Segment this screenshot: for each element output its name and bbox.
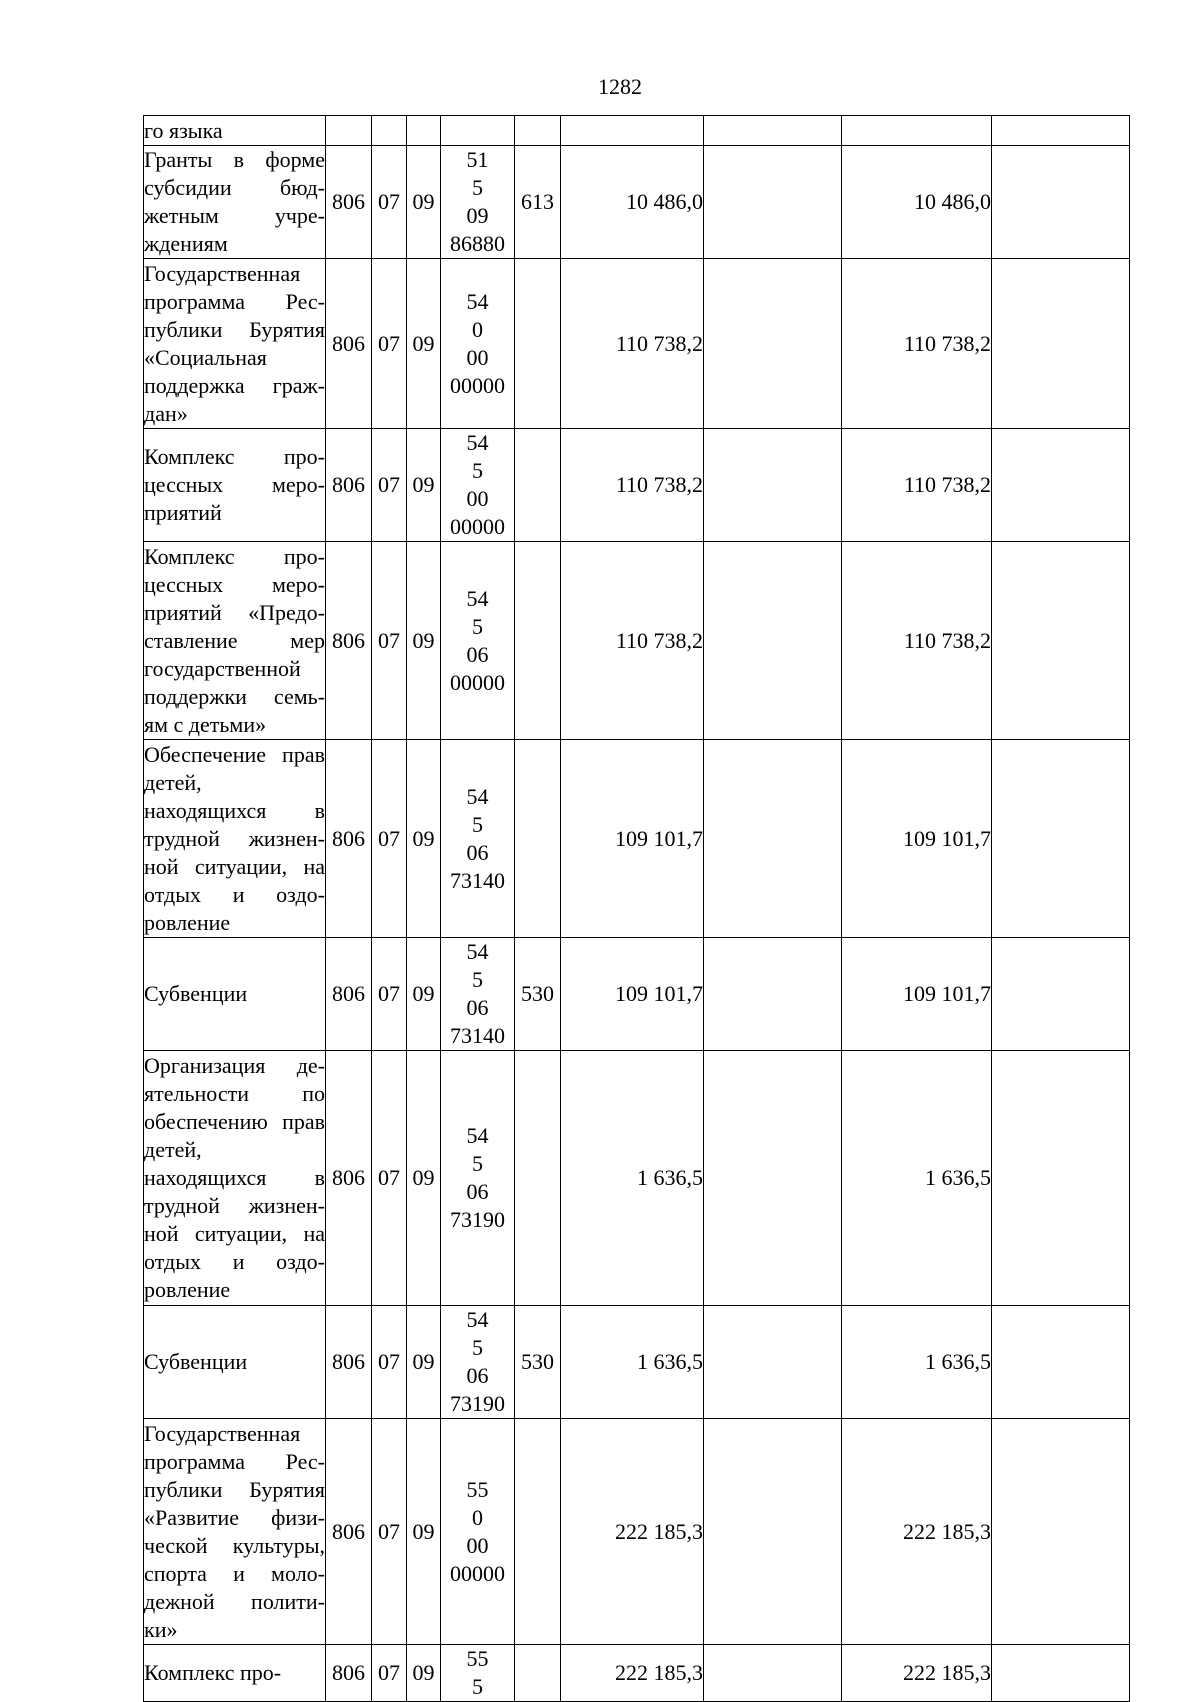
ministry-code-cell: 806 bbox=[326, 740, 372, 938]
subsection-code-cell: 09 bbox=[407, 740, 441, 938]
page-number: 1282 bbox=[598, 74, 642, 99]
subsection-code-cell: 09 bbox=[407, 259, 441, 429]
table-row bbox=[144, 259, 1130, 429]
table-row bbox=[144, 740, 1130, 938]
ministry-code-cell bbox=[326, 116, 372, 146]
expense-kind-cell bbox=[515, 740, 561, 938]
target-article-cell: 54 5 06 73140 bbox=[441, 740, 515, 938]
section-code-cell: 07 bbox=[372, 259, 407, 429]
amount-cell-3 bbox=[842, 116, 992, 146]
subsection-code-cell: 09 bbox=[407, 429, 441, 542]
expense-kind-cell bbox=[515, 1051, 561, 1306]
ministry-code-cell: 806 bbox=[326, 1645, 372, 1702]
subsection-code-cell bbox=[407, 116, 441, 146]
amount-cell-3: 110 738,2 bbox=[842, 542, 992, 740]
expense-kind-cell bbox=[515, 1645, 561, 1702]
amount-cell-4 bbox=[992, 116, 1130, 146]
expense-kind-cell bbox=[515, 116, 561, 146]
subsection-code-cell: 09 bbox=[407, 542, 441, 740]
ministry-code-cell: 806 bbox=[326, 938, 372, 1051]
amount-cell-2 bbox=[704, 1051, 842, 1306]
target-article-cell: 54 5 06 00000 bbox=[441, 542, 515, 740]
amount-cell-4 bbox=[992, 146, 1130, 259]
expense-kind-cell bbox=[515, 542, 561, 740]
target-article-cell: 54 5 06 73140 bbox=[441, 938, 515, 1051]
amount-cell-2 bbox=[704, 740, 842, 938]
amount-cell-4 bbox=[992, 1306, 1130, 1419]
table-row bbox=[144, 1306, 1130, 1419]
row-name-cell: Комплекс про-цессных меро-приятий «Предо-ставление мер государственной поддержки семь-ям с детьми» bbox=[144, 542, 326, 740]
row-name-cell: Организация де-ятельности по обеспечению прав детей, находящихся в трудной жизнен-ной ситуации, на отдых и оздо-ровление bbox=[144, 1051, 326, 1306]
budget-table bbox=[143, 115, 1130, 1702]
expense-kind-cell bbox=[515, 429, 561, 542]
subsection-code-cell: 09 bbox=[407, 1419, 441, 1645]
table-row bbox=[144, 1419, 1130, 1645]
amount-cell-2 bbox=[704, 429, 842, 542]
target-article-cell: 51 5 09 86880 bbox=[441, 146, 515, 259]
ministry-code-cell: 806 bbox=[326, 146, 372, 259]
amount-cell-3: 222 185,3 bbox=[842, 1419, 992, 1645]
target-article-cell: 55 5 bbox=[441, 1645, 515, 1702]
table-row bbox=[144, 1051, 1130, 1306]
section-code-cell: 07 bbox=[372, 1051, 407, 1306]
expense-kind-cell: 530 bbox=[515, 938, 561, 1051]
amount-cell-2 bbox=[704, 938, 842, 1051]
amount-cell-1: 109 101,7 bbox=[561, 740, 704, 938]
table-row bbox=[144, 1645, 1130, 1702]
amount-cell-2 bbox=[704, 1419, 842, 1645]
amount-cell-1: 110 738,2 bbox=[561, 429, 704, 542]
subsection-code-cell: 09 bbox=[407, 1645, 441, 1702]
table-row bbox=[144, 429, 1130, 542]
table-row bbox=[144, 146, 1130, 259]
amount-cell-3: 110 738,2 bbox=[842, 259, 992, 429]
target-article-cell: 55 0 00 00000 bbox=[441, 1419, 515, 1645]
amount-cell-3: 109 101,7 bbox=[842, 740, 992, 938]
section-code-cell: 07 bbox=[372, 542, 407, 740]
ministry-code-cell: 806 bbox=[326, 542, 372, 740]
amount-cell-1: 110 738,2 bbox=[561, 259, 704, 429]
row-name-cell: Субвенции bbox=[144, 1306, 326, 1419]
amount-cell-1: 222 185,3 bbox=[561, 1645, 704, 1702]
ministry-code-cell: 806 bbox=[326, 1306, 372, 1419]
subsection-code-cell: 09 bbox=[407, 146, 441, 259]
amount-cell-1 bbox=[561, 116, 704, 146]
target-article-cell: 54 5 00 00000 bbox=[441, 429, 515, 542]
amount-cell-2 bbox=[704, 1306, 842, 1419]
target-article-cell bbox=[441, 116, 515, 146]
amount-cell-1: 10 486,0 bbox=[561, 146, 704, 259]
subsection-code-cell: 09 bbox=[407, 1306, 441, 1419]
row-name-cell: Обеспечение прав детей, находящихся в трудной жизнен-ной ситуации, на отдых и оздо-ровление bbox=[144, 740, 326, 938]
amount-cell-4 bbox=[992, 1645, 1130, 1702]
ministry-code-cell: 806 bbox=[326, 259, 372, 429]
ministry-code-cell: 806 bbox=[326, 1051, 372, 1306]
amount-cell-4 bbox=[992, 429, 1130, 542]
amount-cell-4 bbox=[992, 1419, 1130, 1645]
amount-cell-4 bbox=[992, 1051, 1130, 1306]
section-code-cell: 07 bbox=[372, 429, 407, 542]
subsection-code-cell: 09 bbox=[407, 1051, 441, 1306]
expense-kind-cell bbox=[515, 1419, 561, 1645]
amount-cell-1: 110 738,2 bbox=[561, 542, 704, 740]
table-body bbox=[144, 116, 1130, 1702]
section-code-cell: 07 bbox=[372, 1419, 407, 1645]
amount-cell-1: 109 101,7 bbox=[561, 938, 704, 1051]
target-article-cell: 54 5 06 73190 bbox=[441, 1306, 515, 1419]
amount-cell-2 bbox=[704, 1645, 842, 1702]
section-code-cell: 07 bbox=[372, 1645, 407, 1702]
row-name-cell: Комплекс про- bbox=[144, 1645, 326, 1702]
amount-cell-4 bbox=[992, 740, 1130, 938]
target-article-cell: 54 0 00 00000 bbox=[441, 259, 515, 429]
section-code-cell bbox=[372, 116, 407, 146]
section-code-cell: 07 bbox=[372, 1306, 407, 1419]
section-code-cell: 07 bbox=[372, 938, 407, 1051]
row-name-cell: Государственная программа Рес-публики Бурятия «Социальная поддержка граж-дан» bbox=[144, 259, 326, 429]
subsection-code-cell: 09 bbox=[407, 938, 441, 1051]
amount-cell-2 bbox=[704, 146, 842, 259]
target-article-cell: 54 5 06 73190 bbox=[441, 1051, 515, 1306]
amount-cell-1: 1 636,5 bbox=[561, 1051, 704, 1306]
amount-cell-3: 110 738,2 bbox=[842, 429, 992, 542]
amount-cell-3: 1 636,5 bbox=[842, 1051, 992, 1306]
row-name-cell: Гранты в форме субсидии бюд-жетным учре-ждениям bbox=[144, 146, 326, 259]
amount-cell-3: 109 101,7 bbox=[842, 938, 992, 1051]
amount-cell-4 bbox=[992, 542, 1130, 740]
ministry-code-cell: 806 bbox=[326, 429, 372, 542]
row-name-cell: Комплекс про-цессных меро-приятий bbox=[144, 429, 326, 542]
section-code-cell: 07 bbox=[372, 146, 407, 259]
amount-cell-2 bbox=[704, 542, 842, 740]
amount-cell-4 bbox=[992, 938, 1130, 1051]
amount-cell-3: 1 636,5 bbox=[842, 1306, 992, 1419]
amount-cell-3: 222 185,3 bbox=[842, 1645, 992, 1702]
amount-cell-3: 10 486,0 bbox=[842, 146, 992, 259]
row-name-cell: Субвенции bbox=[144, 938, 326, 1051]
ministry-code-cell: 806 bbox=[326, 1419, 372, 1645]
expense-kind-cell: 530 bbox=[515, 1306, 561, 1419]
expense-kind-cell: 613 bbox=[515, 146, 561, 259]
amount-cell-2 bbox=[704, 116, 842, 146]
table-row bbox=[144, 542, 1130, 740]
amount-cell-2 bbox=[704, 259, 842, 429]
amount-cell-1: 222 185,3 bbox=[561, 1419, 704, 1645]
row-name-cell: Государственная программа Рес-публики Бурятия «Развитие физи-ческой культуры, спорта и моло-дежной полити-ки» bbox=[144, 1419, 326, 1645]
amount-cell-4 bbox=[992, 259, 1130, 429]
section-code-cell: 07 bbox=[372, 740, 407, 938]
expense-kind-cell bbox=[515, 259, 561, 429]
table-row bbox=[144, 938, 1130, 1051]
row-name-cell: го языка bbox=[144, 116, 326, 146]
amount-cell-1: 1 636,5 bbox=[561, 1306, 704, 1419]
table-row bbox=[144, 116, 1130, 146]
